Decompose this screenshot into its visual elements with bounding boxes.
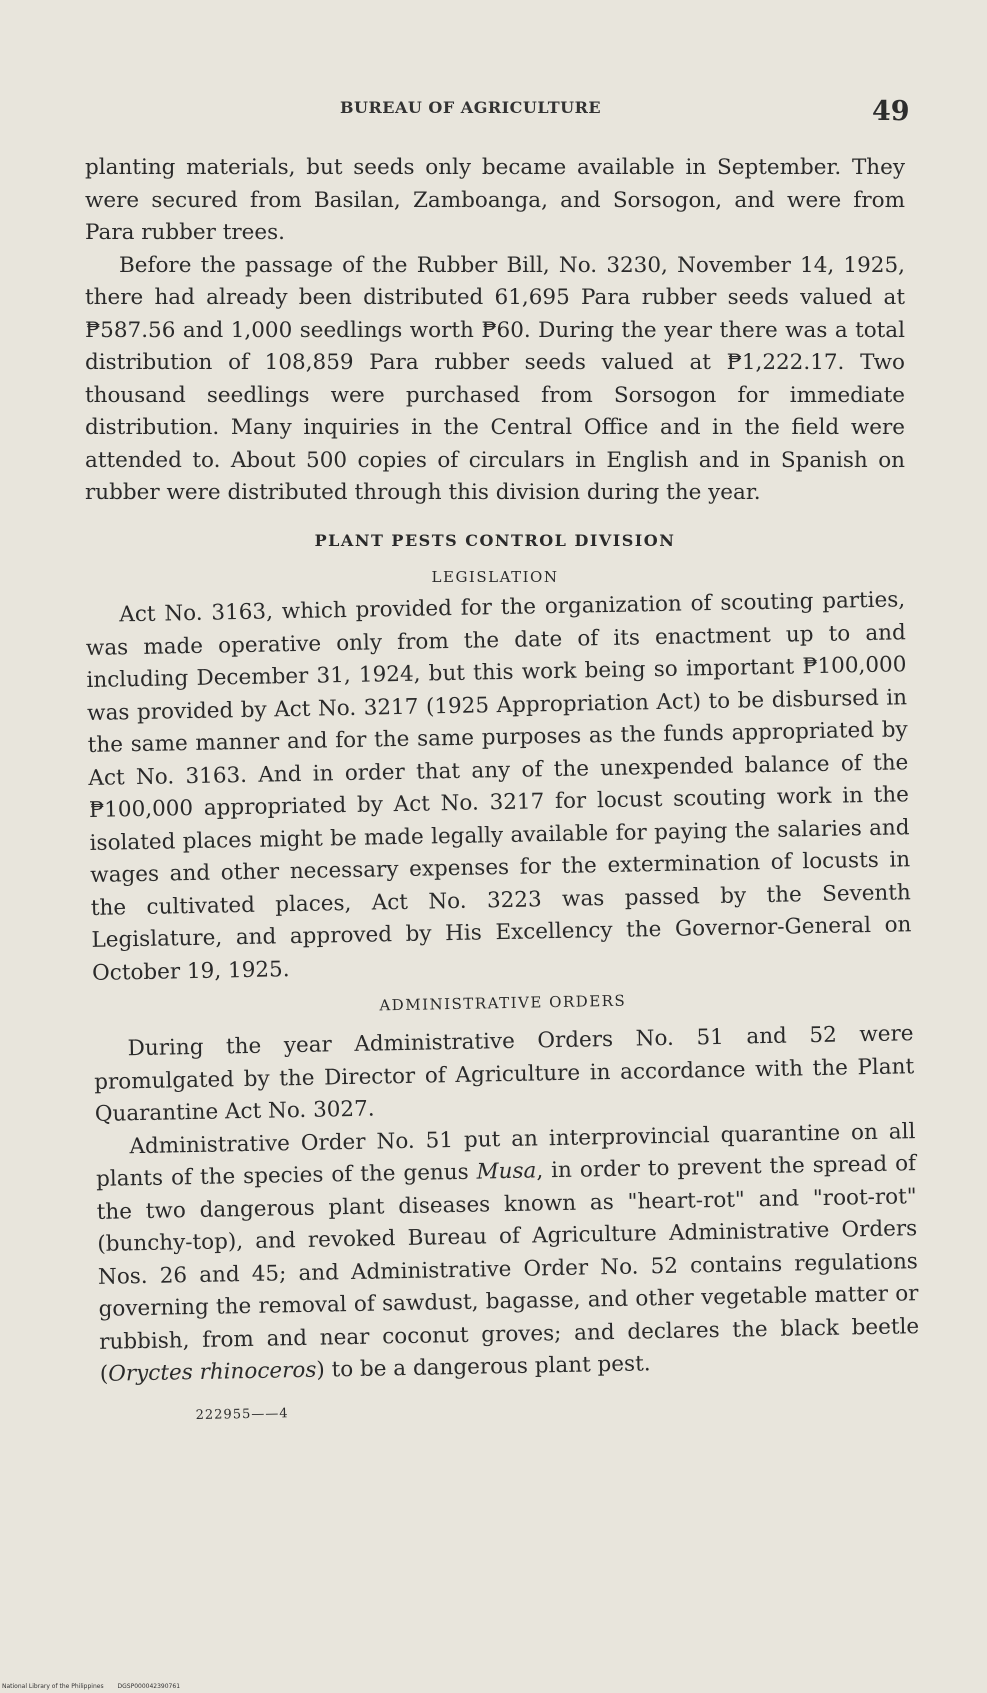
division-heading: PLANT PESTS CONTROL DIVISION — [314, 530, 676, 550]
text-segment: Administrative Order No. 51 put an interprovincial quarantine on all plants of the species of the genus — [95, 1118, 916, 1192]
italic-species-name: Oryctes rhinoceros — [108, 1357, 317, 1387]
page-number: 49 — [872, 96, 910, 127]
paragraph-legislation: Act No. 3163, which provided for the organization of scouting parties, was made operative only from the date of its enactment up to and including December 31, 1924, but this work being so important ₱100,000 was provided by Act No. 3217 (1925 Appropriation Act) to be disbursed in the same manner and for the same purposes as the funds appropriated by Act No. 3163. And in order that any of the unexpended balance of the ₱100,000 appropriated by Act No. 3217 for locust scouting work in the isolated places might be made legally available for paying the salaries and wages and other necessary expenses for the extermination of locusts in the cultivated places, Act No. 3223 was passed by the Seventh Legislature, and approved by His Excellency the Governor-General on October 19, 1925. — [85, 586, 912, 985]
running-head: BUREAU OF AGRICULTURE — [340, 98, 602, 117]
legislation-heading: LEGISLATION — [431, 567, 559, 586]
paragraph-admin-orders-intro: During the year Administrative Orders No. 51 and 52 were promulgated by the Director of Agriculture in accordance with the Plant Quarantine Act No. 3027. — [94, 1020, 915, 1127]
footer-code: DGSP000042390761 — [117, 1683, 181, 1690]
italic-genus-name: Musa — [476, 1157, 537, 1185]
lower-block — [85, 584, 921, 1434]
footer-library: National Library of the Philippines — [2, 1683, 104, 1690]
signature-mark: 222955——4 — [195, 1405, 289, 1423]
body-text — [85, 152, 920, 1434]
footer-note — [2, 1683, 192, 1690]
paragraph-rubber-bill: Before the passage of the Rubber Bill, No. 3230, November 14, 1925, there had already been distributed 61,695 Para rubber seeds valued at ₱587.56 and 1,000 seedlings worth ₱60. During the year there was a total distribution of 108,859 Para rubber seeds valued at ₱1,222.17. Two thousand seedlings were purchased from Sorsogon for immediate distribution. Many inquiries in the Central Office and in the field were attended to. About 500 copies of circulars in English and in Spanish on rubber were distributed through this division during the year. — [85, 252, 905, 505]
administrative-orders-heading: ADMINISTRATIVE ORDERS — [379, 991, 627, 1014]
text-segment: , in order to prevent the spread of the two dangerous plant diseases known as "heart-rot" and "root-rot" (bunchy-top), and revoked Bureau of Agriculture Administrative Orders Nos. 26 and 45; and Administrative Order No. 52 contains regulations governing the removal of sawdust, bagasse, and other vegetable matter or rubbish, from and near coconut groves; and declares the black beetle ( — [96, 1150, 920, 1387]
paragraph-admin-order-51-52 — [95, 1115, 920, 1391]
paragraph-continuation: planting materials, but seeds only became available in September. They were secured from Basilan, Zamboanga, and Sorsogon, and were from Para rubber trees. — [85, 155, 905, 245]
text-segment: ) to be a dangerous plant pest. — [316, 1350, 651, 1383]
